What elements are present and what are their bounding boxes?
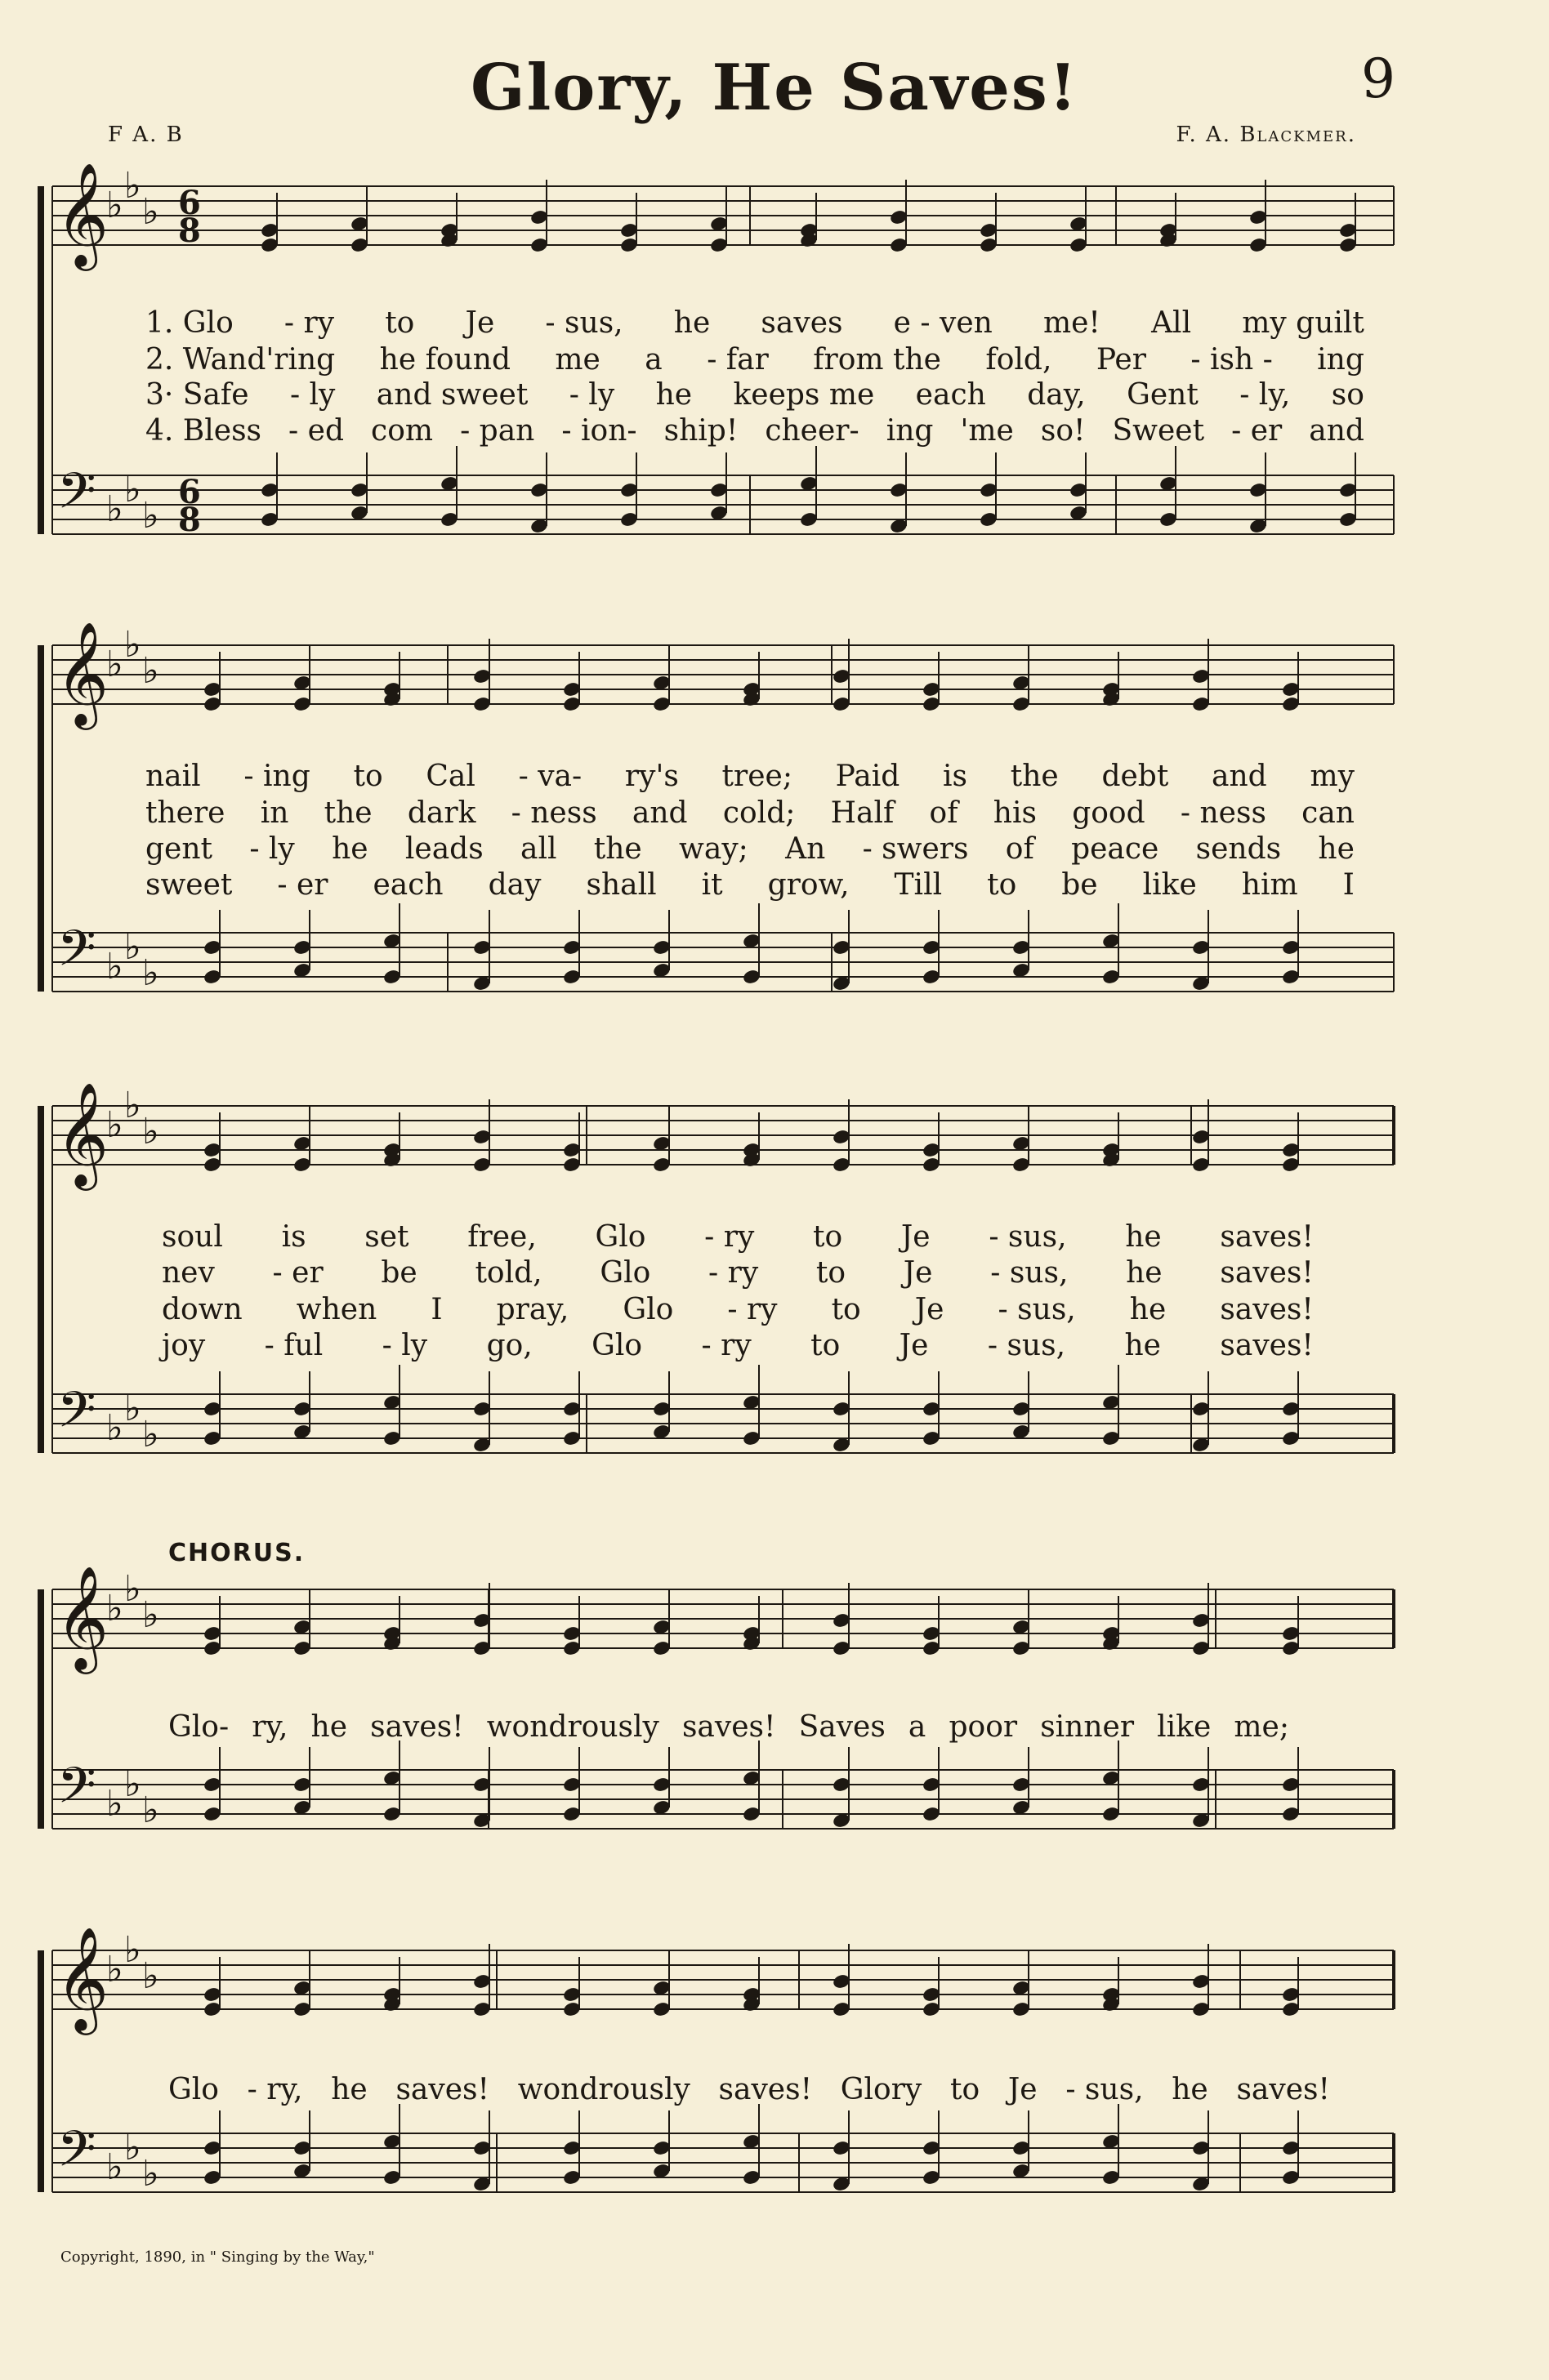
hymn-title: Glory, He Saves! bbox=[471, 51, 1078, 125]
lyric-word: - sus, bbox=[998, 1293, 1076, 1326]
lyric-word: sends bbox=[1195, 832, 1282, 866]
flat-icon: ♭ bbox=[124, 624, 141, 666]
lyric-word: - ion- bbox=[561, 414, 637, 448]
lyric-word: to bbox=[353, 760, 383, 793]
verse-1-line-3 bbox=[162, 1220, 1314, 1254]
verse-4-line-3 bbox=[162, 1329, 1314, 1362]
lyric-word: wondrously bbox=[486, 1710, 659, 1744]
lyric-word: gent bbox=[145, 832, 213, 866]
bass-clef-icon: 𝄢 bbox=[57, 462, 96, 533]
lyric-word: to bbox=[815, 1256, 846, 1290]
verse-2-line-2 bbox=[145, 796, 1355, 830]
flat-icon: ♭ bbox=[106, 1104, 123, 1146]
lyric-word: 'me bbox=[960, 414, 1014, 448]
lyric-word: and bbox=[1212, 760, 1267, 793]
lyric-word: all bbox=[520, 832, 557, 866]
lyric-word: and bbox=[1309, 414, 1364, 448]
lyric-word: the bbox=[324, 796, 373, 830]
lyric-word: to bbox=[987, 868, 1017, 902]
lyric-word: - sus, bbox=[989, 1220, 1067, 1254]
time-signature: 6 bbox=[178, 184, 201, 222]
lyric-word: - ry, bbox=[247, 2073, 303, 2106]
lyric-word: - sus, bbox=[545, 306, 623, 340]
flat-icon: ♭ bbox=[142, 650, 159, 692]
flat-icon: ♭ bbox=[106, 1949, 123, 1990]
lyric-word: a bbox=[645, 343, 663, 377]
lyric-word: Je bbox=[1007, 2073, 1038, 2106]
verse-2-line-1 bbox=[145, 343, 1364, 377]
lyric-word: peace bbox=[1071, 832, 1159, 866]
lyric-word: it bbox=[701, 868, 723, 902]
lyric-word: Glo- bbox=[168, 1710, 230, 1744]
lyric-word: the bbox=[1010, 760, 1059, 793]
lyric-word: me; bbox=[1234, 1710, 1289, 1744]
verse-1-line-1 bbox=[145, 306, 1364, 340]
flat-icon: ♭ bbox=[142, 495, 159, 537]
verse-3-line-2 bbox=[145, 832, 1355, 866]
lyric-word: Gent bbox=[1127, 378, 1199, 412]
lyric-word: my guilt bbox=[1242, 306, 1364, 340]
verse-4-line-1 bbox=[145, 414, 1364, 448]
lyric-word: day bbox=[488, 868, 542, 902]
lyric-word: to bbox=[385, 306, 415, 340]
lyric-word: so bbox=[1331, 378, 1364, 412]
lyric-word: of bbox=[929, 796, 958, 830]
time-signature: 8 bbox=[178, 501, 201, 539]
flat-icon: ♭ bbox=[106, 1783, 123, 1825]
lyric-word: - ish - bbox=[1190, 343, 1273, 377]
lyric-word: dark bbox=[407, 796, 476, 830]
lyric-word: so! bbox=[1040, 414, 1086, 448]
lyric-word: - ry bbox=[283, 306, 335, 340]
lyric-word: - ing bbox=[243, 760, 310, 793]
lyric-word: each bbox=[915, 378, 986, 412]
lyric-word: the bbox=[593, 832, 642, 866]
flat-icon: ♭ bbox=[106, 1588, 123, 1629]
lyric-word: - ness bbox=[511, 796, 597, 830]
lyric-word: like bbox=[1157, 1710, 1212, 1744]
treble-clef-icon: 𝄞 bbox=[56, 1081, 109, 1186]
treble-clef-icon: 𝄞 bbox=[56, 162, 109, 266]
lyric-word: wondrously bbox=[517, 2073, 690, 2106]
lyric-word: nev bbox=[162, 1256, 215, 1290]
lyric-word: Glo bbox=[623, 1293, 674, 1326]
flat-icon: ♭ bbox=[124, 1568, 141, 1610]
lyric-word: 1. Glo bbox=[145, 306, 234, 340]
time-signature: 8 bbox=[178, 212, 201, 250]
lyric-word: sinner bbox=[1040, 1710, 1135, 1744]
lyric-word: from the bbox=[813, 343, 941, 377]
lyric-word: cold; bbox=[722, 796, 796, 830]
lyric-word: saves! bbox=[1220, 1329, 1314, 1362]
lyric-word: of bbox=[1005, 832, 1034, 866]
lyric-word: - ry bbox=[704, 1220, 755, 1254]
lyric-word: he bbox=[332, 832, 368, 866]
bass-clef-icon: 𝄢 bbox=[57, 1381, 96, 1451]
flat-icon: ♭ bbox=[124, 1388, 141, 1429]
lyric-word: he bbox=[310, 1710, 348, 1744]
lyric-word: e - ven bbox=[893, 306, 993, 340]
lyric-word: his bbox=[993, 796, 1037, 830]
flat-icon: ♭ bbox=[142, 1414, 159, 1455]
lyric-word: Glo bbox=[595, 1220, 646, 1254]
lyric-word: set bbox=[364, 1220, 409, 1254]
lyric-word: he found bbox=[379, 343, 511, 377]
lyric-word: he bbox=[1126, 1256, 1163, 1290]
flat-icon: ♭ bbox=[106, 185, 123, 226]
flat-icon: ♭ bbox=[124, 2127, 141, 2168]
lyric-word: - ly, bbox=[1239, 378, 1291, 412]
lyric-word: he bbox=[1124, 1329, 1161, 1362]
lyric-word: - ry bbox=[701, 1329, 752, 1362]
lyric-word: I bbox=[431, 1293, 443, 1326]
lyric-word: leads bbox=[404, 832, 484, 866]
flat-icon: ♭ bbox=[142, 1955, 159, 1997]
verse-4-line-2 bbox=[145, 868, 1355, 902]
lyric-word: to bbox=[810, 1329, 841, 1362]
flat-icon: ♭ bbox=[124, 469, 141, 510]
lyric-word: - ed bbox=[288, 414, 345, 448]
lyric-word: Till bbox=[894, 868, 943, 902]
treble-clef-icon: 𝄞 bbox=[56, 621, 109, 725]
lyric-word: good bbox=[1072, 796, 1145, 830]
composer-credit: F. A. Blackmer. bbox=[1176, 123, 1356, 147]
flat-icon: ♭ bbox=[124, 1763, 141, 1805]
lyric-word: pray, bbox=[496, 1293, 569, 1326]
lyric-word: way; bbox=[679, 832, 748, 866]
lyric-word: saves! bbox=[1220, 1220, 1314, 1254]
lyric-word: - ly bbox=[382, 1329, 428, 1362]
lyric-word: Glo bbox=[600, 1256, 651, 1290]
lyric-word: - ly bbox=[289, 378, 336, 412]
lyric-word: Half bbox=[830, 796, 895, 830]
lyric-word: he bbox=[655, 378, 693, 412]
lyric-word: - ly bbox=[569, 378, 615, 412]
lyric-word: - pan bbox=[460, 414, 535, 448]
lyric-word: to bbox=[831, 1293, 861, 1326]
lyric-word: saves bbox=[761, 306, 843, 340]
lyric-word: saves! bbox=[1220, 1256, 1314, 1290]
lyric-word: in bbox=[260, 796, 289, 830]
lyric-word: Je bbox=[900, 1220, 931, 1254]
flat-icon: ♭ bbox=[124, 165, 141, 207]
lyric-word: told, bbox=[475, 1256, 542, 1290]
lyric-word: nail bbox=[145, 760, 201, 793]
verse-2-line-3 bbox=[162, 1256, 1314, 1290]
lyric-word: - ry bbox=[727, 1293, 778, 1326]
lyric-word: be bbox=[381, 1256, 417, 1290]
flat-icon: ♭ bbox=[106, 1407, 123, 1449]
flat-icon: ♭ bbox=[124, 1929, 141, 1971]
lyric-word: - ness bbox=[1180, 796, 1266, 830]
lyric-word: he bbox=[1318, 832, 1355, 866]
copyright-note: Copyright, 1890, in " Singing by the Way," bbox=[60, 2249, 375, 2266]
lyric-word: 3· Safe bbox=[145, 378, 249, 412]
lyric-word: he bbox=[1172, 2073, 1208, 2106]
lyric-word: soul bbox=[162, 1220, 223, 1254]
lyric-word: is bbox=[943, 760, 968, 793]
lyric-word: each bbox=[373, 868, 444, 902]
flat-icon: ♭ bbox=[142, 952, 159, 994]
flat-icon: ♭ bbox=[124, 1085, 141, 1126]
lyric-word: - sus, bbox=[990, 1256, 1069, 1290]
lyric-word: my bbox=[1310, 760, 1355, 793]
lyric-word: poor bbox=[949, 1710, 1018, 1744]
lyricist-credit: F A. B bbox=[108, 123, 184, 147]
flat-icon: ♭ bbox=[124, 926, 141, 968]
bass-clef-icon: 𝄢 bbox=[57, 920, 96, 990]
lyric-word: saves! bbox=[370, 1710, 464, 1744]
lyric-word: me! bbox=[1042, 306, 1100, 340]
flat-icon: ♭ bbox=[106, 946, 123, 987]
bass-clef-icon: 𝄢 bbox=[57, 2120, 96, 2191]
lyric-word: Glory bbox=[840, 2073, 922, 2106]
lyric-word: - ly bbox=[249, 832, 295, 866]
lyric-word: when bbox=[296, 1293, 377, 1326]
lyric-word: there bbox=[145, 796, 225, 830]
page-number: 9 bbox=[1361, 47, 1395, 110]
lyric-word: he bbox=[1129, 1293, 1167, 1326]
verse-3-line-3 bbox=[162, 1293, 1314, 1326]
lyric-word: - ry bbox=[708, 1256, 759, 1290]
flat-icon: ♭ bbox=[142, 191, 159, 233]
lyric-word: Glo bbox=[591, 1329, 643, 1362]
lyric-word: grow, bbox=[767, 868, 850, 902]
verse-3-line-1 bbox=[145, 378, 1364, 412]
lyric-word: - sus, bbox=[987, 1329, 1066, 1362]
lyric-word: saves! bbox=[395, 2073, 489, 2106]
lyric-word: - sus, bbox=[1065, 2073, 1144, 2106]
lyric-word: ship! bbox=[663, 414, 739, 448]
lyric-word: An bbox=[785, 832, 826, 866]
flat-icon: ♭ bbox=[142, 1594, 159, 1636]
flat-icon: ♭ bbox=[142, 2153, 159, 2195]
lyric-word: - swers bbox=[862, 832, 969, 866]
lyric-word: fold, bbox=[985, 343, 1052, 377]
lyric-word: ing bbox=[886, 414, 934, 448]
lyric-word: like bbox=[1142, 868, 1197, 902]
lyric-word: keeps me bbox=[733, 378, 875, 412]
lyric-word: ing bbox=[1317, 343, 1364, 377]
lyric-word: - ful bbox=[264, 1329, 324, 1362]
lyric-word: 2. Wand'ring bbox=[145, 343, 336, 377]
lyric-word: Sweet bbox=[1112, 414, 1205, 448]
chorus-label: CHORUS. bbox=[168, 1539, 306, 1567]
lyric-word: he bbox=[1125, 1220, 1162, 1254]
flat-icon: ♭ bbox=[142, 1789, 159, 1831]
flat-icon: ♭ bbox=[142, 1111, 159, 1152]
lyric-word: I bbox=[1342, 868, 1355, 902]
lyric-word: - er bbox=[277, 868, 328, 902]
lyric-word: 4. Bless bbox=[145, 414, 262, 448]
lyric-word: is bbox=[281, 1220, 306, 1254]
lyric-word: sweet bbox=[145, 868, 233, 902]
lyric-word: to bbox=[813, 1220, 843, 1254]
lyric-word: he bbox=[673, 306, 711, 340]
lyric-word: go, bbox=[486, 1329, 533, 1362]
chorus-line-1 bbox=[168, 1710, 1289, 1744]
lyric-word: Je bbox=[899, 1329, 929, 1362]
lyric-word: Je bbox=[903, 1256, 933, 1290]
lyric-word: saves! bbox=[1236, 2073, 1330, 2106]
lyric-word: All bbox=[1151, 306, 1192, 340]
treble-clef-icon: 𝄞 bbox=[56, 1926, 109, 2030]
lyric-word: saves! bbox=[681, 1710, 776, 1744]
lyric-word: - va- bbox=[518, 760, 583, 793]
lyric-word: tree; bbox=[721, 760, 792, 793]
lyric-word: cheer- bbox=[765, 414, 859, 448]
lyric-word: Je bbox=[914, 1293, 944, 1326]
flat-icon: ♭ bbox=[106, 2146, 123, 2188]
flat-icon: ♭ bbox=[106, 488, 123, 530]
lyric-word: me bbox=[555, 343, 600, 377]
lyric-word: day, bbox=[1027, 378, 1086, 412]
lyric-word: free, bbox=[467, 1220, 537, 1254]
lyric-word: Glo bbox=[168, 2073, 219, 2106]
lyric-word: down bbox=[162, 1293, 243, 1326]
lyric-word: saves! bbox=[1220, 1293, 1314, 1326]
treble-clef-icon: 𝄞 bbox=[56, 1565, 109, 1669]
verse-1-line-2 bbox=[145, 760, 1355, 793]
lyric-word: he bbox=[331, 2073, 368, 2106]
lyric-word: ry's bbox=[624, 760, 679, 793]
lyric-word: - er bbox=[1231, 414, 1283, 448]
lyric-word: can bbox=[1301, 796, 1355, 830]
lyric-word: com bbox=[371, 414, 434, 448]
lyric-word: debt bbox=[1101, 760, 1169, 793]
lyric-word: Cal bbox=[426, 760, 475, 793]
lyric-word: him bbox=[1241, 868, 1298, 902]
lyric-word: Paid bbox=[835, 760, 900, 793]
time-signature: 6 bbox=[178, 473, 201, 511]
bass-clef-icon: 𝄢 bbox=[57, 1757, 96, 1827]
chorus-line-2 bbox=[168, 2073, 1330, 2106]
lyric-word: and bbox=[632, 796, 688, 830]
lyric-word: - far bbox=[707, 343, 769, 377]
flat-icon: ♭ bbox=[106, 644, 123, 685]
lyric-word: Per bbox=[1096, 343, 1146, 377]
lyric-word: saves! bbox=[718, 2073, 813, 2106]
lyric-word: to bbox=[950, 2073, 980, 2106]
lyric-word: Saves bbox=[798, 1710, 886, 1744]
lyric-word: joy bbox=[162, 1329, 206, 1362]
lyric-word: and sweet bbox=[376, 378, 529, 412]
lyric-word: be bbox=[1061, 868, 1098, 902]
lyric-word: a bbox=[908, 1710, 926, 1744]
lyric-word: shall bbox=[586, 868, 657, 902]
lyric-word: Je bbox=[465, 306, 495, 340]
lyric-word: - er bbox=[272, 1256, 324, 1290]
lyric-word: ry, bbox=[252, 1710, 288, 1744]
